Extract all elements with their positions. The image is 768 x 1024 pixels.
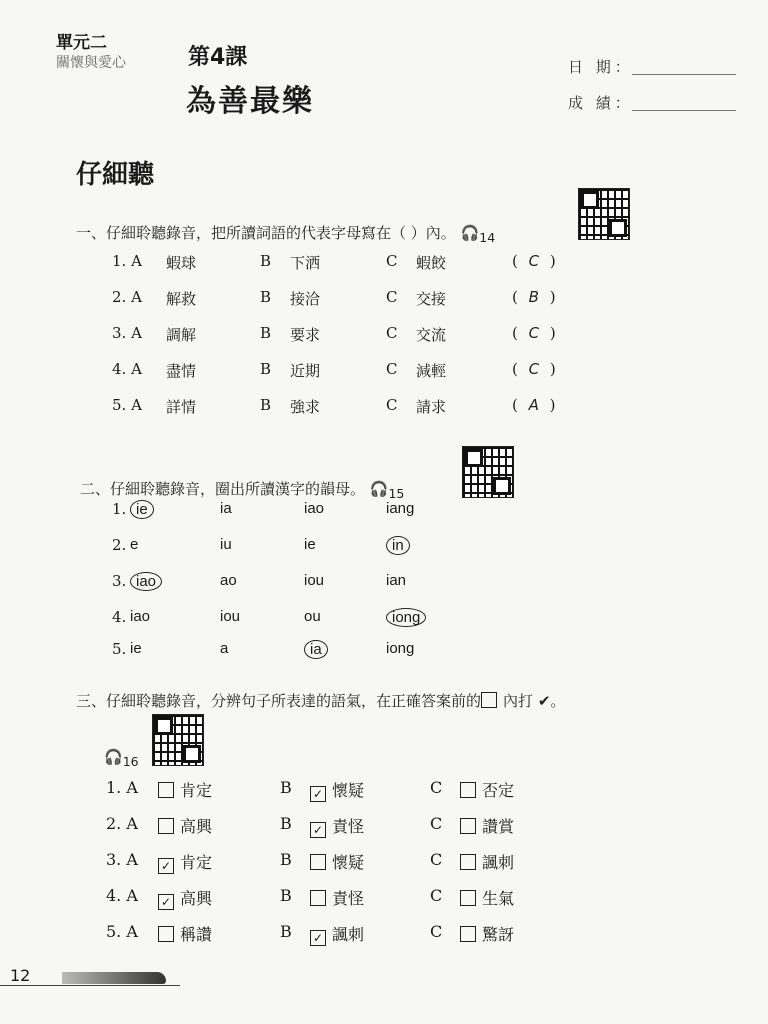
checkbox[interactable] [158, 858, 174, 874]
option-text: 生氣 [482, 889, 515, 908]
option-a-text: 調解 [166, 326, 197, 344]
score-line[interactable] [632, 110, 736, 111]
item-number: 2. [112, 536, 127, 554]
final-option[interactable]: in [386, 536, 410, 555]
tone-option [158, 814, 212, 837]
option-b-text: 接洽 [290, 290, 321, 308]
option-c-label: C [386, 396, 398, 414]
option-c-label: C [430, 886, 443, 905]
option-text: 肯定 [180, 853, 213, 872]
option-text: 高興 [180, 817, 213, 836]
option-text: 責怪 [332, 817, 365, 836]
final-option[interactable]: iong [386, 640, 415, 657]
part1-instruction [76, 222, 495, 245]
tone-option [310, 850, 364, 873]
option-b-label: B [260, 396, 272, 414]
tone-option [460, 922, 514, 945]
option-a-text: 詳情 [166, 398, 197, 416]
checkbox[interactable] [158, 894, 174, 910]
item-number: 4. [112, 608, 127, 626]
tone-option [310, 814, 364, 838]
tone-option [460, 778, 514, 801]
answer-field[interactable]: ( C ) [512, 360, 556, 378]
part1-instruction-text: 一、仔細聆聽錄音，把所讀詞語的代表字母寫在（ ）內。 [76, 224, 456, 242]
option-b-label: B [280, 778, 292, 797]
final-option[interactable]: iu [220, 536, 232, 553]
final-option[interactable]: iao [304, 500, 325, 517]
checkbox[interactable] [310, 930, 326, 946]
item-number: 3. [112, 572, 127, 590]
qr-code-icon[interactable] [462, 446, 514, 498]
option-c-label: C [386, 324, 398, 342]
option-c-label: C [430, 778, 443, 797]
final-option[interactable]: e [130, 536, 139, 553]
part3-instruction [76, 690, 565, 711]
unit-title: 單元二 [56, 33, 107, 53]
checkbox[interactable] [460, 782, 476, 798]
checkbox[interactable] [310, 854, 326, 870]
tick-icon: ✔ [537, 692, 551, 710]
audio-track-number: 16 [122, 754, 139, 769]
option-text: 讚賞 [482, 817, 515, 836]
checkbox[interactable] [310, 890, 326, 906]
option-b-label: B [280, 886, 292, 905]
answer-field[interactable]: ( B ) [512, 288, 556, 306]
date-line[interactable] [632, 74, 736, 75]
checkbox-icon [481, 692, 497, 708]
written-answer: C [528, 360, 540, 378]
final-option[interactable]: ia [220, 500, 232, 517]
item-number: 2. A [106, 814, 138, 833]
final-option[interactable]: ou [304, 608, 321, 625]
option-b-label: B [260, 252, 272, 270]
item-number: 5. [112, 640, 127, 658]
option-c-text: 請求 [416, 398, 447, 416]
tone-option [460, 850, 514, 873]
checkbox[interactable] [158, 926, 174, 942]
qr-code-icon[interactable] [578, 188, 630, 240]
checkbox[interactable] [158, 782, 174, 798]
option-b-text: 下洒 [290, 254, 321, 272]
item-number: 4. A [106, 886, 138, 905]
option-text: 稱讚 [180, 925, 213, 944]
item-number: 5. A [112, 396, 142, 414]
part3-instruction-text: 三、仔細聆聽錄音，分辨句子所表達的語氣，在正確答案前的 [76, 692, 482, 710]
checkbox[interactable] [460, 854, 476, 870]
option-a-text: 蝦球 [166, 254, 197, 272]
tone-option [158, 922, 212, 945]
option-a-text: 盡情 [166, 362, 197, 380]
final-option[interactable]: iang [386, 500, 415, 517]
item-number: 1. A [112, 252, 142, 270]
part3-audio [104, 748, 139, 769]
final-option[interactable]: iong [386, 608, 426, 627]
option-text: 懷疑 [332, 853, 365, 872]
item-number: 1. A [106, 778, 138, 797]
written-answer: C [528, 324, 540, 342]
item-number: 2. A [112, 288, 142, 306]
check-mark: ✓ [312, 931, 324, 945]
tone-option [158, 850, 212, 874]
checkbox[interactable] [310, 786, 326, 802]
check-mark: ✓ [312, 787, 324, 801]
train-decoration [62, 972, 166, 984]
final-option[interactable]: ie [130, 640, 142, 657]
option-b-label: B [260, 324, 272, 342]
option-text: 否定 [482, 781, 515, 800]
item-number: 3. A [112, 324, 142, 342]
option-b-label: B [260, 360, 272, 378]
checkbox[interactable] [158, 818, 174, 834]
audio-track-number: 15 [388, 486, 405, 501]
tone-option [158, 778, 212, 801]
part2-instruction-text: 二、仔細聆聽錄音，圈出所讀漢字的韻母。 [80, 480, 366, 498]
option-c-label: C [386, 360, 398, 378]
item-number: 3. A [106, 850, 138, 869]
footer-rule [0, 985, 180, 986]
written-answer: B [528, 288, 539, 306]
item-number: 4. A [112, 360, 142, 378]
option-text: 諷刺 [482, 853, 515, 872]
final-option[interactable]: ian [386, 572, 407, 589]
lesson-title: 為善最樂 [186, 84, 314, 119]
final-option[interactable]: iao [130, 572, 162, 591]
tone-option [460, 886, 514, 909]
answer-field[interactable]: ( C ) [512, 324, 556, 342]
tone-option [310, 886, 364, 909]
written-answer: C [528, 252, 540, 270]
option-c-label: C [430, 922, 443, 941]
option-b-label: B [280, 922, 292, 941]
check-mark: ✓ [160, 859, 172, 873]
tone-option [310, 922, 364, 946]
check-mark: ✓ [160, 895, 172, 909]
option-c-text: 蝦餃 [416, 254, 447, 272]
tone-option [158, 886, 212, 910]
answer-field[interactable]: ( C ) [512, 252, 556, 270]
score-label: 成 績： [568, 94, 634, 112]
lesson-number: 第4課 [188, 45, 248, 70]
final-option[interactable]: ao [220, 572, 237, 589]
option-c-label: C [430, 814, 443, 833]
final-option[interactable]: iou [304, 572, 325, 589]
qr-code-icon[interactable] [152, 714, 204, 766]
option-b-label: B [260, 288, 272, 306]
option-c-label: C [386, 288, 398, 306]
final-option[interactable]: iao [130, 608, 151, 625]
option-c-text: 交接 [416, 290, 447, 308]
option-c-text: 交流 [416, 326, 447, 344]
check-mark: ✓ [312, 823, 324, 837]
written-answer: A [528, 396, 539, 414]
final-option[interactable]: iou [220, 608, 241, 625]
item-number: 5. A [106, 922, 138, 941]
checkbox[interactable] [460, 926, 476, 942]
option-text: 責怪 [332, 889, 365, 908]
part2-instruction [80, 478, 404, 501]
final-option[interactable]: ia [304, 640, 328, 659]
date-label: 日 期： [568, 58, 634, 76]
part3-instruction-end: 內打 [503, 692, 534, 710]
answer-field[interactable]: ( A ) [512, 396, 556, 414]
option-text: 懷疑 [332, 781, 365, 800]
unit-theme: 關懷與愛心 [56, 55, 126, 71]
option-text: 高興 [180, 889, 213, 908]
section-title: 仔細聽 [76, 160, 155, 190]
tone-option [460, 814, 514, 837]
final-option[interactable]: a [220, 640, 229, 657]
option-c-text: 減輕 [416, 362, 447, 380]
option-b-label: B [280, 814, 292, 833]
checkbox[interactable] [310, 822, 326, 838]
option-text: 驚訝 [482, 925, 515, 944]
page-number: 12 [10, 966, 31, 985]
audio-track-number: 14 [479, 230, 496, 245]
option-b-text: 要求 [290, 326, 321, 344]
option-c-label: C [430, 850, 443, 869]
headphones-icon[interactable]: 🎧 [369, 480, 389, 498]
option-b-label: B [280, 850, 292, 869]
part3-instruction-period: 。 [550, 692, 566, 710]
checkbox[interactable] [460, 890, 476, 906]
option-c-label: C [386, 252, 398, 270]
option-text: 諷刺 [332, 925, 365, 944]
checkbox[interactable] [460, 818, 476, 834]
tone-option [310, 778, 364, 802]
option-text: 肯定 [180, 781, 213, 800]
final-option[interactable]: ie [130, 500, 154, 519]
item-number: 1. [112, 500, 127, 518]
option-b-text: 強求 [290, 398, 321, 416]
option-a-text: 解救 [166, 290, 197, 308]
headphones-icon[interactable]: 🎧 [104, 748, 123, 766]
headphones-icon[interactable]: 🎧 [460, 224, 480, 242]
final-option[interactable]: ie [304, 536, 316, 553]
option-b-text: 近期 [290, 362, 321, 380]
